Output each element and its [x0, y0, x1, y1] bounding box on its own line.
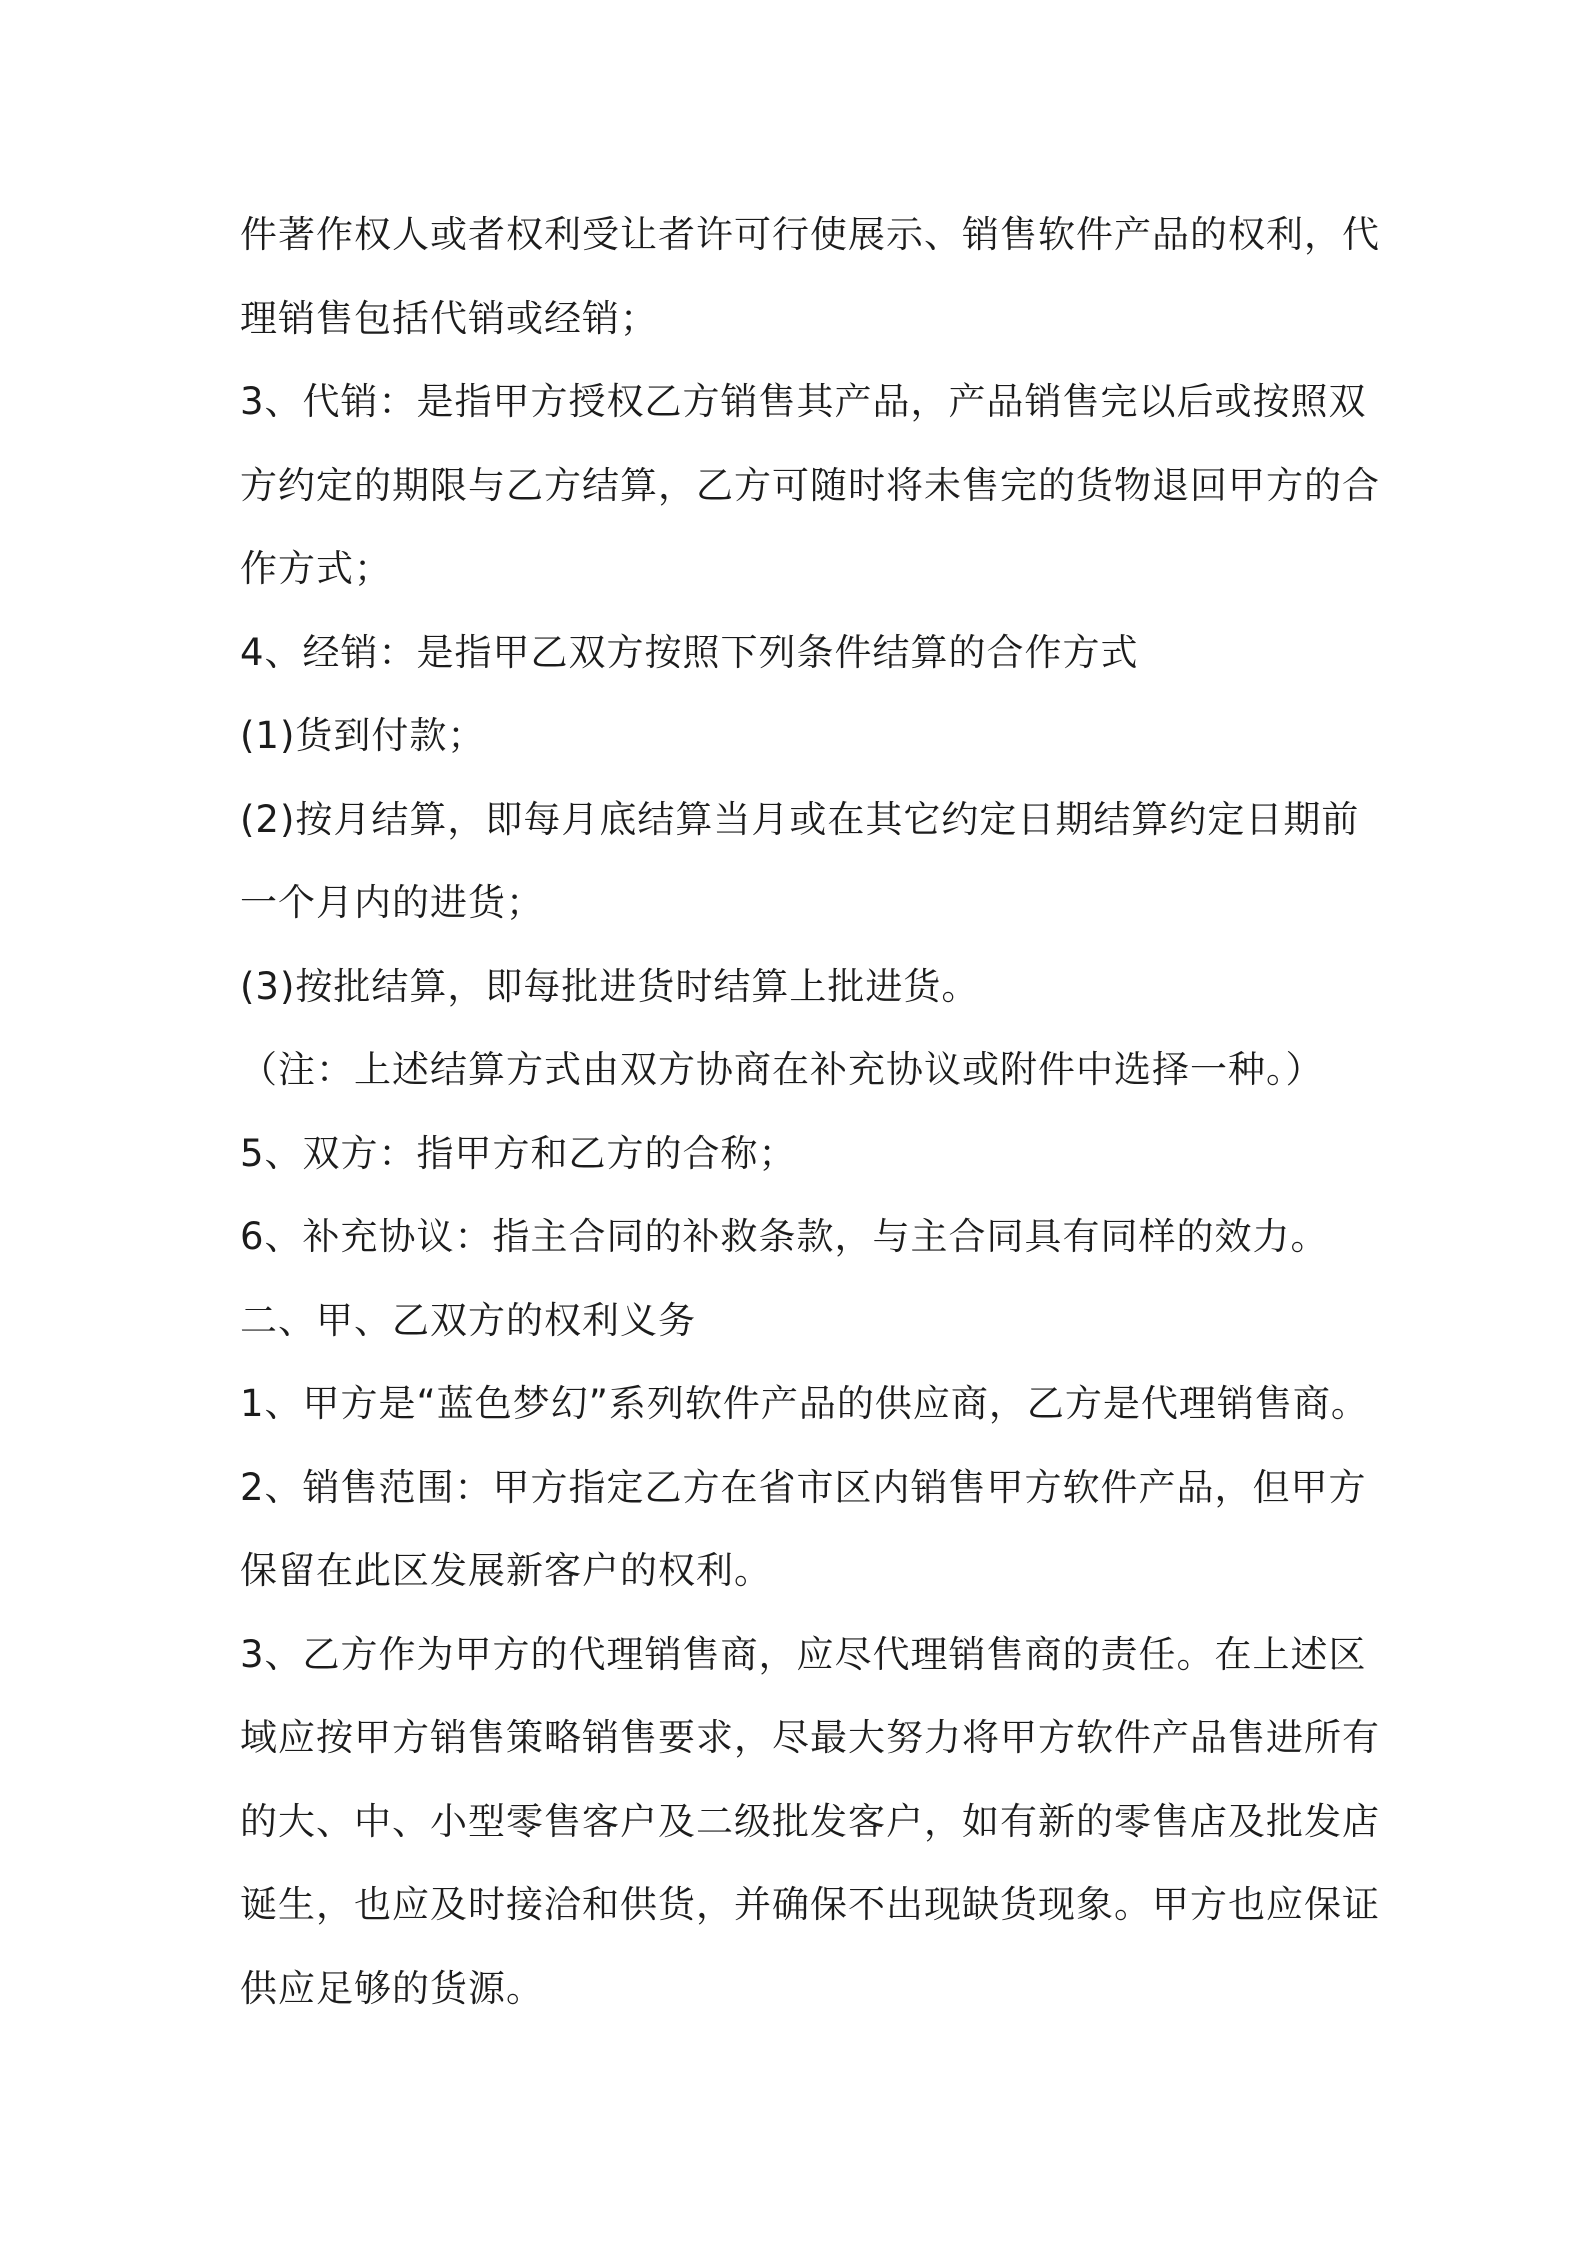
text-line-22: 供应足够的货源。	[240, 1966, 544, 2010]
text-line-7: (1)货到付款；	[240, 714, 486, 757]
text-line-9: 一个月内的进货；	[240, 881, 544, 924]
text-line-21: 诞生，也应及时接洽和供货，并确保不出现缺货现象。甲方也应保证	[240, 1883, 1380, 1926]
section-heading: 二、甲、乙双方的权利义务	[240, 1298, 696, 1342]
text-line-2: 理销售包括代销或经销；	[240, 296, 658, 340]
text-line-8: (2)按月结算，即每月底结算当月或在其它约定日期结算约定日期前	[240, 797, 1360, 841]
text-line-13: 6、补充协议：指主合同的补救条款，与主合同具有同样的效力。	[240, 1215, 1329, 1258]
text-line-15: 1、甲方是“蓝色梦幻”系列软件产品的供应商，乙方是代理销售商。	[240, 1382, 1369, 1425]
text-line-17: 保留在此区发展新客户的权利。	[240, 1549, 772, 1592]
text-line-11-note: （注：上述结算方式由双方协商在补充协议或附件中选择一种。）	[240, 1048, 1324, 1091]
text-line-18: 3、乙方作为甲方的代理销售商，应尽代理销售商的责任。在上述区	[240, 1632, 1367, 1676]
document-body	[240, 193, 1380, 2030]
text-line-3: 3、代销：是指甲方授权乙方销售其产品，产品销售完以后或按照双	[240, 380, 1367, 423]
text-line-20: 的大、中、小型零售客户及二级批发客户，如有新的零售店及批发店	[240, 1799, 1380, 1843]
text-line-5: 作方式；	[240, 547, 392, 590]
text-line-4: 方约定的期限与乙方结算，乙方可随时将未售完的货物退回甲方的合	[240, 463, 1380, 507]
text-line-12: 5、双方：指甲方和乙方的合称；	[240, 1131, 797, 1175]
text-line-10: (3)按批结算，即每批进货时结算上批进货。	[240, 964, 980, 1008]
text-line-19: 域应按甲方销售策略销售要求，尽最大努力将甲方软件产品售进所有	[240, 1716, 1380, 1759]
text-line-6: 4、经销：是指甲乙双方按照下列条件结算的合作方式	[240, 630, 1139, 674]
text-line-16: 2、销售范围：甲方指定乙方在省市区内销售甲方软件产品，但甲方	[240, 1465, 1367, 1509]
text-line-1: 件著作权人或者权利受让者许可行使展示、销售软件产品的权利，代	[240, 213, 1380, 256]
